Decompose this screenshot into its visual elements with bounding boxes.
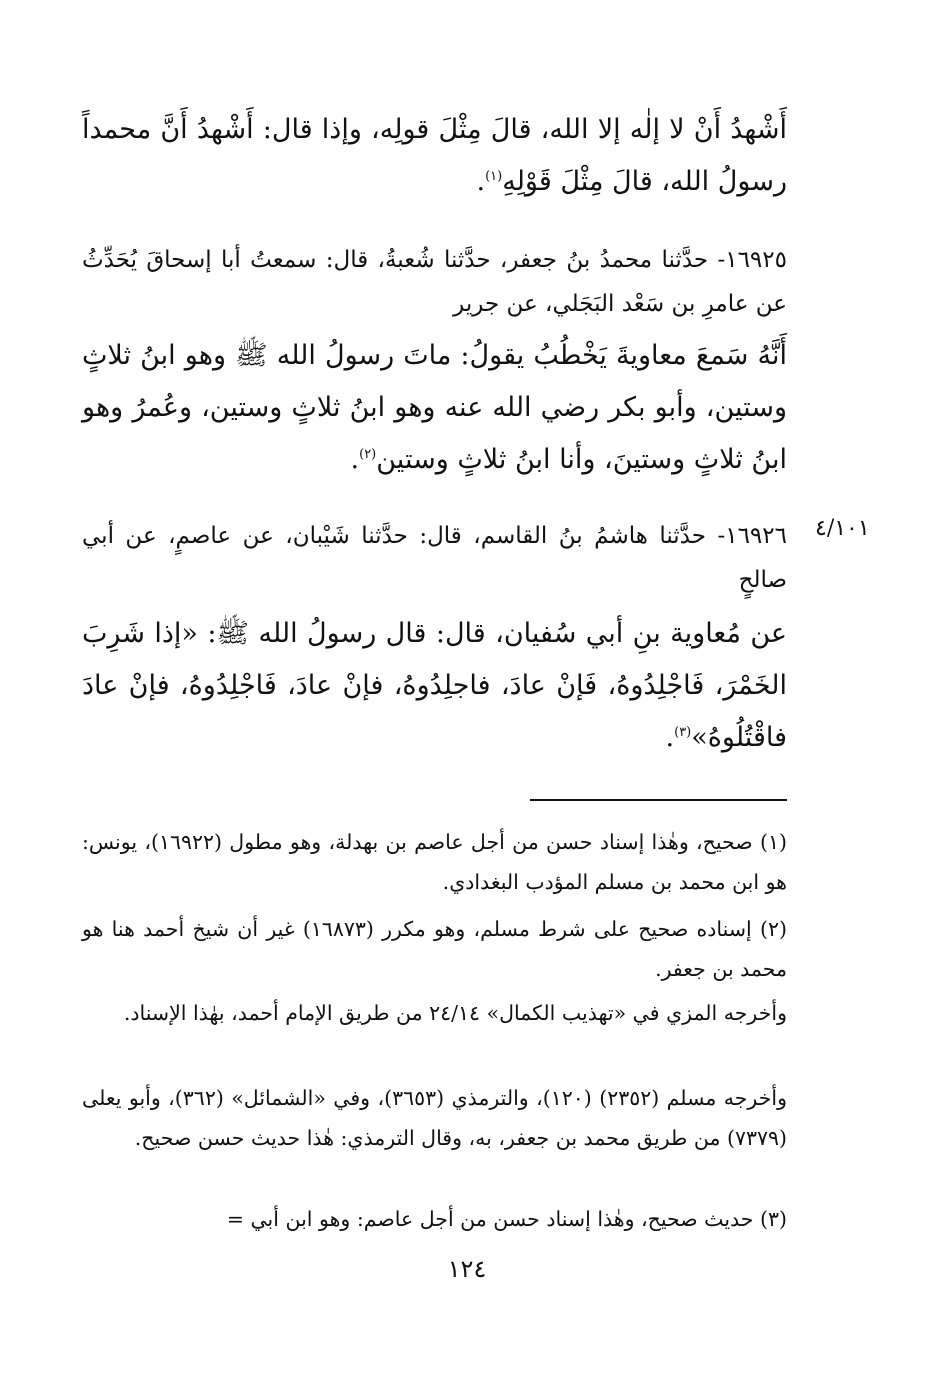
paragraph-text: أَشْهدُ أَنْ لا إلٰه إلا الله، قالَ مِثْلَ قولِه، وإذا قال: أَشْهدُ أَنَّ محمداً رسولُ الله، قالَ مِثْلَ قَوْلِهِ	[82, 114, 787, 197]
footnote-3: (٣) حديث صحيح، وهٰذا إسناد حسن من أجل عاصم: وهو ابن أبي =	[226, 1207, 787, 1231]
hadith-chain-text: ١٦٩٢٥- حدَّثنا محمدُ بنُ جعفر، حدَّثنا شُعبةُ، قال: سمعتُ أبا إسحاقَ يُحَدِّثُ عن عامرِ بن سَعْد البَجَلي، عن جرير	[82, 247, 787, 317]
footnote-2-continued: وأخرجه المزي في «تهذيب الكمال» ٢٤/١٤ من طريق الإمام أحمد، بهٰذا الإسناد.	[123, 1001, 787, 1025]
hadith-body-end: .	[350, 444, 360, 475]
footnote-marker-3: (٣)	[674, 725, 692, 740]
paragraph-end: .	[476, 166, 486, 197]
paragraph-testimony	[82, 104, 787, 208]
footnote-2-sources: وأخرجه مسلم (٢٣٥٢) (١٢٠)، والترمذي (٣٦٥٣)، وفي «الشمائل» (٣٦٢)، وأبو يعلى (٧٣٧٩) من طريق محمد بن جعفر، به، وقال الترمذي: هٰذا حديث حسن صحيح.	[82, 1086, 787, 1150]
hadith-16926-body	[82, 608, 787, 764]
hadith-chain-text: ١٦٩٢٦- حدَّثنا هاشمُ بنُ القاسم، قال: حدَّثنا شَيْبان، عن عاصمٍ، عن أبي صالحٍ	[82, 523, 787, 593]
hadith-16925-chain	[82, 238, 787, 326]
hadith-16926-chain	[82, 514, 787, 602]
footnote-separator	[530, 799, 787, 801]
hadith-body-end: .	[665, 722, 675, 753]
footnote-2: (٢) إسناده صحيح على شرط مسلم، وهو مكرر (١٦٨٧٣) غير أن شيخ أحمد هنا هو محمد بن جعفر.	[82, 917, 787, 981]
footnote-marker-1: (١)	[485, 169, 503, 184]
footnote-1: (١) صحيح، وهٰذا إسناد حسن من أجل عاصم بن بهدلة، وهو مطول (١٦٩٢٢)، يونس: هو ابن محمد بن مسلم المؤدب البغدادي.	[82, 830, 787, 894]
hadith-body-text: أَنَّهُ سَمعَ معاويةَ يَخْطُبُ يقولُ: ماتَ رسولُ الله ﷺ وهو ابنُ ثلاثٍ وستين، وأبو بكر رضي الله عنه وهو ابنُ ثلاثٍ وستين، وعُمرُ وهو ابنُ ثلاثٍ وستينَ، وأنا ابنُ ثلاثٍ وستين	[82, 340, 787, 475]
hadith-body-text: عن مُعاوية بنِ أبي سُفيان، قال: قال رسولُ الله ﷺ: «إذا شَرِبَ الخَمْرَ، فَاجْلِدُوهُ، فَإنْ عادَ، فاجلِدُوهُ، فإنْ عادَ، فَاجْلِدُوهُ، فإنْ عادَ فاقْتُلُوهُ»	[82, 618, 787, 753]
margin-reference: ٤/١٠١	[815, 516, 870, 541]
footnote-marker-2: (٢)	[359, 447, 377, 462]
page-number: ١٢٤	[447, 1255, 487, 1283]
hadith-16925-body	[82, 330, 787, 486]
